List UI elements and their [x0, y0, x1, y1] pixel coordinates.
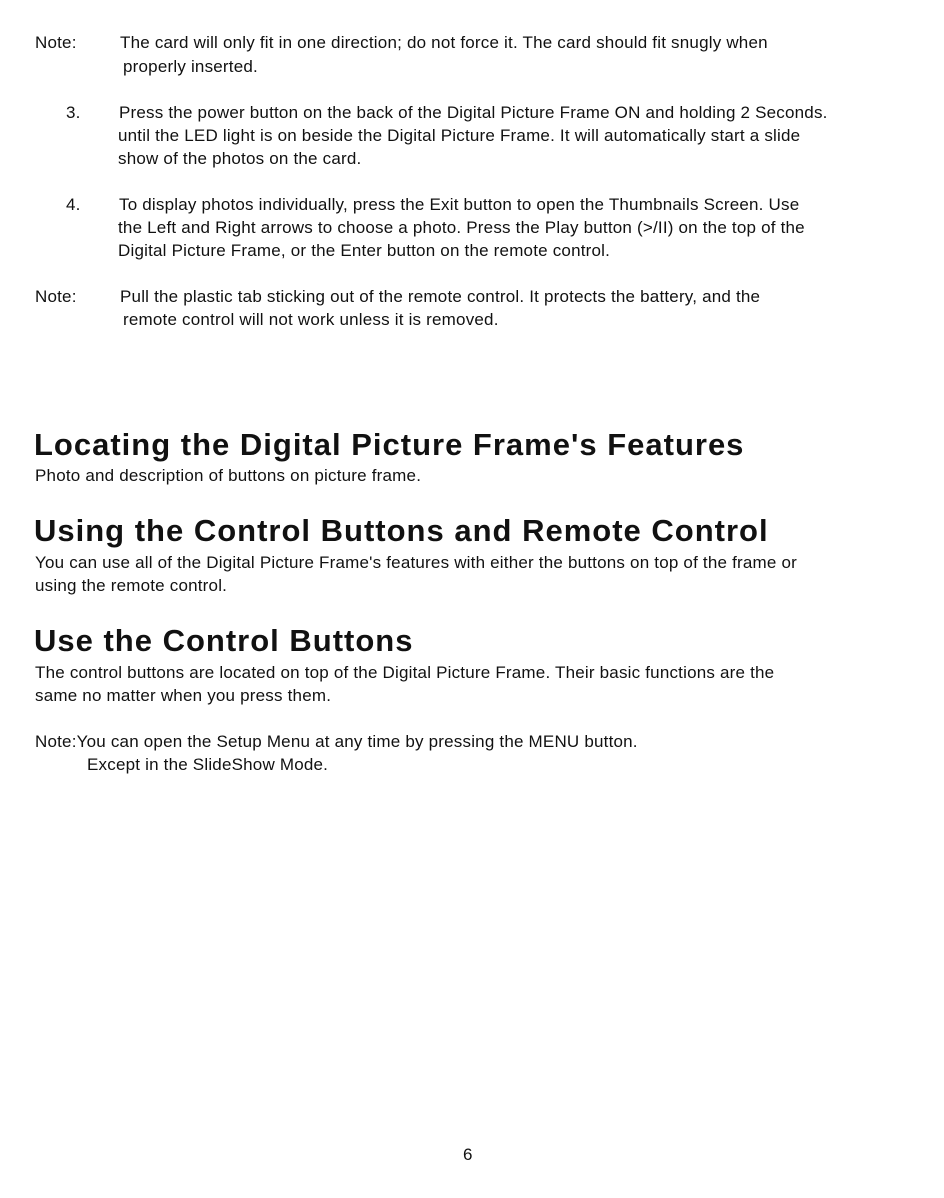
step-text: until the LED light is on beside the Digital Picture Frame. It will automatically start a slide [118, 126, 801, 145]
step-text: show of the photos on the card. [118, 149, 362, 168]
section-text: same no matter when you press them. [35, 686, 332, 705]
note-text: remote control will not work unless it is removed. [123, 310, 499, 329]
section-note: Except in the SlideShow Mode. [87, 755, 329, 774]
section-text: using the remote control. [35, 576, 228, 595]
section-heading: Locating the Digital Picture Frame's Features [34, 427, 745, 462]
section-text: Photo and description of buttons on picture frame. [35, 466, 422, 485]
page-number: 6 [463, 1145, 473, 1164]
step-text: Digital Picture Frame, or the Enter button on the remote control. [118, 241, 611, 260]
note-text: properly inserted. [123, 57, 258, 76]
section-heading: Using the Control Buttons and Remote Control [34, 513, 769, 548]
step-text: To display photos individually, press the Exit button to open the Thumbnails Screen. Use [119, 195, 800, 214]
section-note: Note:You can open the Setup Menu at any time by pressing the MENU button. [35, 732, 638, 751]
section-text: The control buttons are located on top of the Digital Picture Frame. Their basic functions are the [35, 663, 775, 682]
step-number: 3. [66, 103, 81, 122]
step-text: the Left and Right arrows to choose a photo. Press the Play button (>/II) on the top of the [118, 218, 805, 237]
note-label: Note: [35, 33, 77, 52]
section-heading: Use the Control Buttons [34, 623, 414, 658]
step-text: Press the power button on the back of the Digital Picture Frame ON and holding 2 Seconds. [119, 103, 828, 122]
step-number: 4. [66, 195, 81, 214]
note-label: Note: [35, 287, 77, 306]
note-text: The card will only fit in one direction; do not force it. The card should fit snugly when [120, 33, 768, 52]
section-text: You can use all of the Digital Picture Frame's features with either the buttons on top of the frame or [35, 553, 797, 572]
note-text: Pull the plastic tab sticking out of the remote control. It protects the battery, and the [120, 287, 761, 306]
